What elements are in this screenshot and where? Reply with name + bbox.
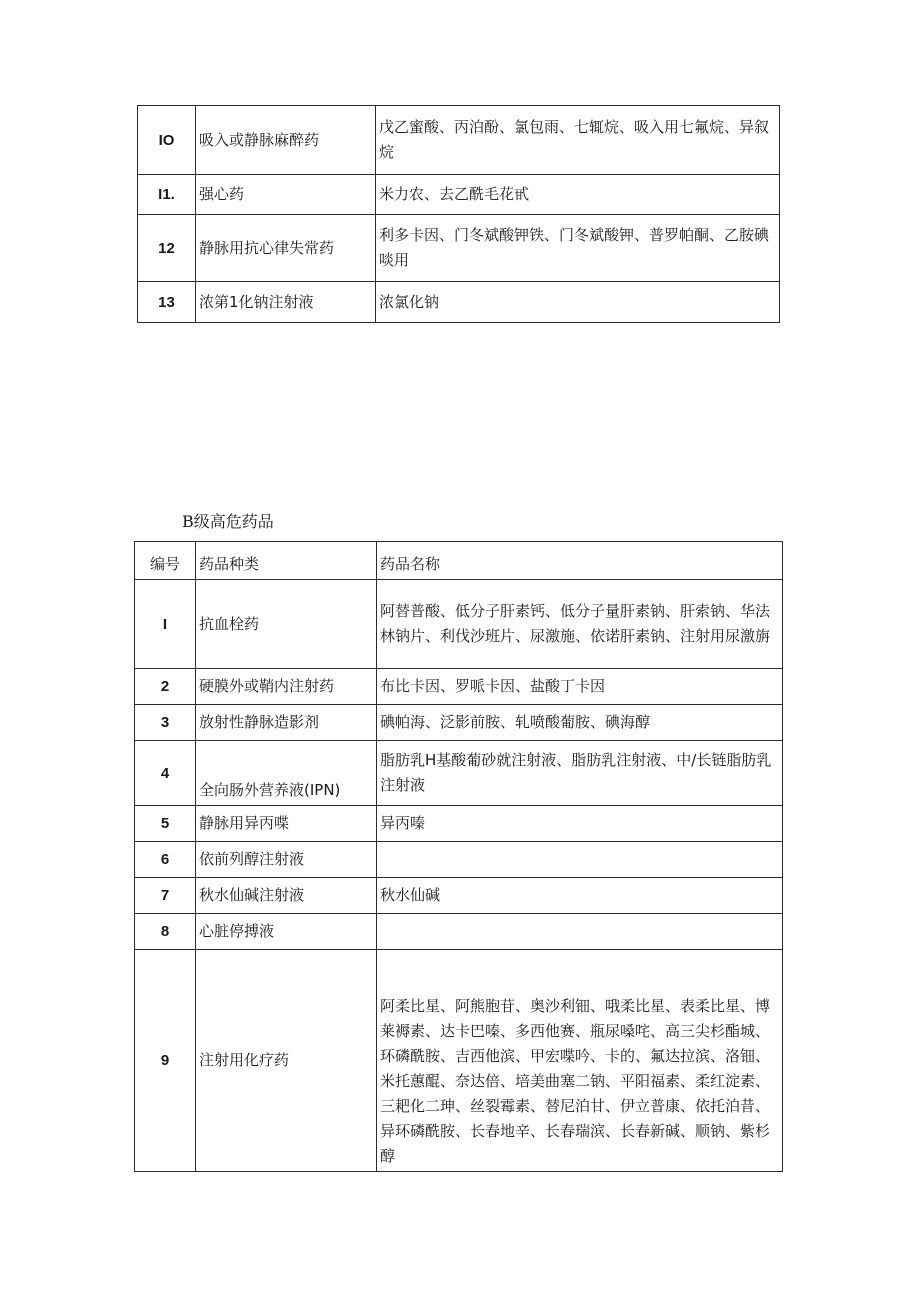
table-row: [135, 806, 783, 842]
b-grade-drugs-table: [134, 541, 783, 1172]
row-number: IO: [138, 106, 196, 175]
drug-names: 秋水仙碱: [377, 878, 783, 914]
drug-category: 注射用化疗药: [196, 950, 377, 1172]
drug-category: 放射性静脉造影剂: [196, 705, 377, 741]
table-row: [135, 950, 783, 1172]
drug-category: 依前列醇注射液: [196, 842, 377, 878]
table-row: [135, 878, 783, 914]
table-row: [135, 580, 783, 669]
drug-category: 心脏停搏液: [196, 914, 377, 950]
table-row: [138, 215, 780, 282]
drug-names: 戊乙蜜酸、丙泊酚、氯包雨、七辄烷、吸入用七氟烷、异叙烷: [376, 106, 780, 175]
drug-category: 吸入或静脉麻醉药: [196, 106, 376, 175]
row-number: 2: [135, 669, 196, 705]
drug-names: [377, 842, 783, 878]
drug-names: 脂肪乳H基酸葡砂就注射液、脂肪乳注射液、中/长链脂肪乳注射液: [377, 741, 783, 806]
table-row: [135, 842, 783, 878]
row-number: I1.: [138, 175, 196, 215]
section-title: B级高危药品: [182, 512, 274, 531]
row-number: 9: [135, 950, 196, 1172]
table-row: [138, 282, 780, 323]
drug-names: [377, 914, 783, 950]
drug-names: 米力农、去乙酰毛花甙: [376, 175, 780, 215]
table-header-row: [135, 542, 783, 580]
table-row: [135, 669, 783, 705]
row-number: 6: [135, 842, 196, 878]
row-number: 12: [138, 215, 196, 282]
row-number: 7: [135, 878, 196, 914]
drug-category: 静脉用抗心律失常药: [196, 215, 376, 282]
header-drugs: 药品名称: [377, 542, 783, 580]
row-number: I: [135, 580, 196, 669]
row-number: 4: [135, 741, 196, 806]
drug-category: 硬膜外或鞘内注射药: [196, 669, 377, 705]
drug-names: 阿柔比星、阿熊胞苷、奥沙利钿、哦柔比星、表柔比星、博莱褥素、达卡巴嗪、多西他赛、瓶尿嗓咤、高三尖杉酯城、环磷酰胺、吉西他滨、甲宏喋吟、卡的、氟达拉滨、洛钿、米托蕙醌、奈达倍、培美曲塞二钠、平阳福素、柔红淀素、三耙化二珅、丝裂霉素、替尼泊甘、伊立普康、依托泊昔、异环磷酰胺、长春地辛、长春瑞滨、长春新碱、顺钠、紫杉醇: [377, 950, 783, 1172]
header-category: 药品种类: [196, 542, 377, 580]
row-number: 3: [135, 705, 196, 741]
drug-names: 异丙嗪: [377, 806, 783, 842]
drug-names: 碘帕海、泛影前胺、轧喷酸葡胺、碘海醇: [377, 705, 783, 741]
table-row: [135, 741, 783, 806]
row-number: 8: [135, 914, 196, 950]
drug-category: 抗血栓药: [196, 580, 377, 669]
drug-names: 浓氯化钠: [376, 282, 780, 323]
drug-category: 浓第1化钠注射液: [196, 282, 376, 323]
table-row: [135, 914, 783, 950]
row-number: 5: [135, 806, 196, 842]
drug-category: 强心药: [196, 175, 376, 215]
drug-names: 布比卡因、罗哌卡因、盐酸丁卡因: [377, 669, 783, 705]
row-number: 13: [138, 282, 196, 323]
table-row: [138, 106, 780, 175]
drug-category: 秋水仙碱注射液: [196, 878, 377, 914]
drug-category: 静脉用异丙喋: [196, 806, 377, 842]
table-row: [135, 705, 783, 741]
drug-category: 全向肠外营养液(IPN): [196, 741, 377, 806]
drug-names: 阿替普酸、低分子肝素钙、低分子量肝素钠、肝索钠、华法林钠片、利伐沙班片、尿激施、依诺肝素钠、注射用尿激旃: [377, 580, 783, 669]
high-alert-drugs-table-continued: [137, 105, 780, 323]
drug-names: 利多卡因、门冬斌酸钾铁、门冬斌酸钾、普罗帕酮、乙胺碘啖用: [376, 215, 780, 282]
table-row: [138, 175, 780, 215]
header-number: 编号: [135, 542, 196, 580]
